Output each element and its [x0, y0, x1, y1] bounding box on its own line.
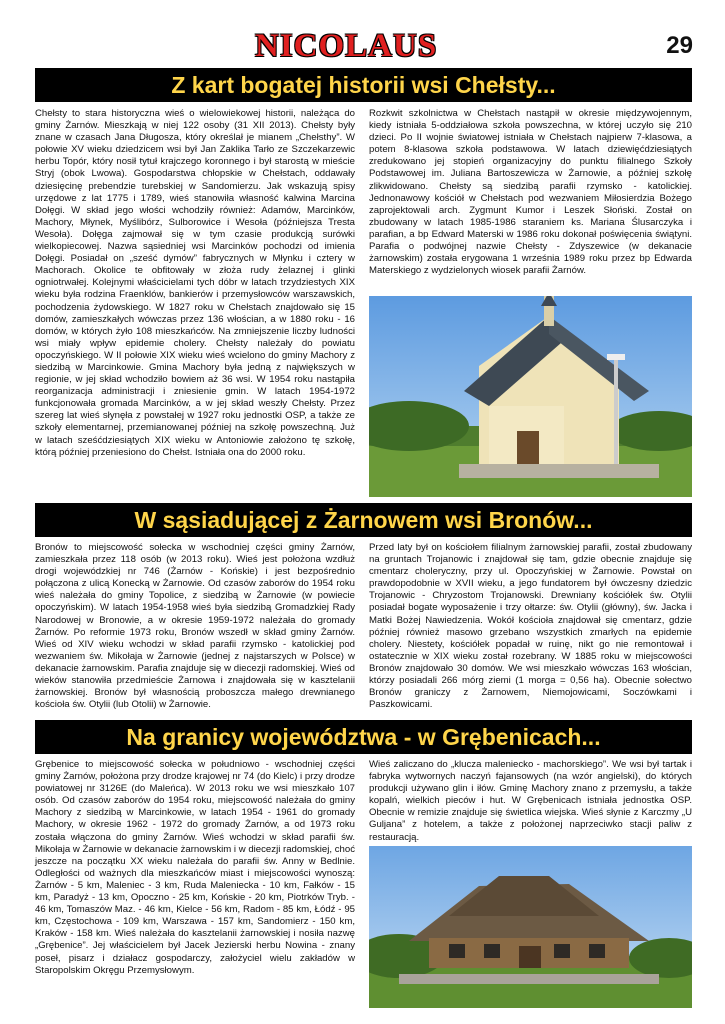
article-text: Grębenice to miejscowość sołecka w południowo - wschodniej części gminy Żarnów, położona przy drodze krajowej nr 74 (do Kielc) i przy drodze powiatowej nr 3126E (do Maleńca). W 2013 roku we wsi mieszkało 107 osób. Od czasów zaborów do 1954 roku, miejscowość należała do gminy Machory z siedzibą w Marcinkowie, w latach 1954 - 1961 do gromady Machory, w okresie 1962 - 1972 do gromady Żarnów, a od 1973 roku została włączona do gminy Żarnów. Wieś wchodzi w skład parafii św. Mikołaja w Żarnowie w dekanacie żarnowskim i w diecezji radomskiej, choć jeszcze na początku XX wieku należała do parafii św. Anny w Bedlnie. Odległości od ważnych dla mieszkańców miast i miejscowości wynoszą: Żarnów - 5 km, Maleniec - 3 km, Ruda Maleniecka - 10 km, Fałków - 15 km, Paradyż - 13 km, Opoczno - 25 km, Końskie - 20 km, Piotrków Tryb. - 46 km, Tomaszów Maz. - 46 km, Kielce - 56 km, Radom - 85 km, Łódź - 95 km, Częstochowa - 109 km, Warszawa - 157 km, Sandomierz - 150 km, Kraków - 158 km. Wieś należała do kasztelanii żarnowskiej i nosiła nazwę „Grębenice”. Jej właścicielem był Jacek Jezierski herbu Nowina - znany poseł, pisarz i działacz gospodarczy, założyciel wielu zakładów w Staropolskim Okręgu Przemysłowym. [35, 759, 355, 976]
article-text: Rozkwit szkolnictwa w Chełstach nastąpił w okresie międzywojennym, kiedy istniała 5-oddziałowa szkoła powszechna, w której uczyło się 210 dzieci. Po II wojnie światowej istniała w Chełstach najpierw 7-klasowa, a potem 8-klasowa szkoła podstawowa. W latach dziewięćdziesiątych zredukowano jej stopień organizacyjny do punktu filialnego Szkoły Podstawowej im. Juliana Bartoszewicza w Żarnowie, a później szkołę zlikwidowano. Chełsty są siedzibą parafii rzymsko - katolickiej. Jednonawowy kościół w Chełstach pod wezwaniem Miłosierdzia Bożego zaprojektowali arch. Zygmunt Kumor i Leszek Słoński. Został on zbudowany w latach 1985-1986 staraniem ks. Mariana Ślusarczyka i parafian, a bp Edward Materski w 1986 roku dokonał poświęcenia świątyni. Parafia o podwójnej nazwie Chełsty - Zdyszewice (w dekanacie żarnowskim) została erygowana 1 września 1989 roku przez bp Edwarda Materskiego z wydzielonych wiosek parafii Żarnów. [369, 108, 692, 277]
inn-photo [369, 846, 692, 1008]
article-bronow-right [369, 542, 692, 714]
article-text: Bronów to miejscowość sołecka w wschodniej części gminy Żarnów, zamieszkała przez 118 osób (w 2013 roku). Wieś jest położona wzdłuż drogi wojewódzkiej nr 746 (Żarnów - Końskie) i jest bezpośrednio połączona z ulicą Konecką w Żarnowie. Od czasów zaborów do 1954 roku wieś należała do gminy Topolice, z siedzibą w Żarnowie (w powiecie opoczyńskim). W latach 1954-1958 wieś była siedzibą Gromadzkiej Rady Narodowej w Bronowie, a w okresie 1959-1972 należała do gromady Żarnów. Po reformie 1973 roku, Bronów wszedł w skład gminy Żarnów. Wieś od XIV wieku wchodzi w skład parafii rzymsko - katolickiej pod wezwaniem św. Mikołaja w Żarnowie (jednej z najstarszych w Polsce) w dekanacie żarnowskim. Parafia znajduje się w diecezji radomskiej. Wieś od wieków stanowiła przedmieście Żarnowa i znajdowała się w kasztelanii żarnowskiej. Bronów był własnością proboszcza małego drewnianego kościoła św. Otylii (lub Otolii) w Żarnowie. [35, 542, 355, 711]
section-title-grebenice: Na granicy województwa - w Grębenicach... [35, 720, 692, 754]
masthead [0, 0, 725, 62]
article-chelsty-right [369, 108, 692, 288]
article-grebenice-right [369, 759, 692, 843]
article-text: Przed laty był on kościołem filialnym żarnowskiej parafii, został zbudowany na gruntach Trojanowic i znajdował się tam, gdzie obecnie znajduje się cmentarz choleryczny, przy ul. Opoczyńskiej w Żarnowie. Powstał on prawdopodobnie w XVII wieku, a jego fundatorem był ówczesny dziedzic Trojanowic - Chryzostom Trojanowski. Drewniany kościółek św. Otylii posiadał bogate wyposażenie i trzy ołtarze: św. Otylii (główny), św. Jacka i Matki Bożej Nawiedzenia. Wokół kościoła znajdował się cmentarz, gdzie później również masowo grzebano wszystkich zmarłych na epidemie cholery. Niestety, kościółek popadał w ruinę, nikt go nie remontował i ostatecznie w XIX wieku został rozebrany. W 1885 roku w miejscowości Bronów znajdowało 30 domów. We wsi mieszkało wówczas 163 włościan, którzy posiadali 266 mórg ziemi (1 morga = 0,56 ha). Obecnie sołectwo Bronów graniczy z Żarnowem, Niemojowicami, Soczówkami i Paszkowicami. [369, 542, 692, 711]
article-bronow-left [35, 542, 355, 714]
article-text: Chełsty to stara historyczna wieś o wielowiekowej historii, należąca do gminy Żarnów. Mieszkają w niej 122 osoby (31 XII 2013). Chełsty były znane w czasach Jana Długosza, który określał je mianem „Chełsthy”. W połowie XV wieku dziedzicem wsi był Jan Zaklika Tarło ze Szczekarzewic herbu Topór, który nosił tytuł krajczego koronnego i był starostą w mieście Stryj (obok Lwowa). Gospodarstwa chłopskie w Chełstach, oddawały dziesięcinę prebendzie turebskiej w Sandomierzu. Jak wskazują spisy urzędowe z lat 1775 i 1789, wieś stanowiła własność kalwina Marcina Dołęgi. W skład jego włości wchodziły również: Adamów, Marcinków, Machory, Młynek, Myślibórz, Sulborowice i Wesoła (późniejsza Tresta Wesoła). Dołęga zajmował się w tym czasie produkcją surówki wielkopiecowej. Nazwa sąsiedniej wsi Marcinków pochodzi od imienia Dołęgi. Posiadał on „sześć dymów” fabrycznych w Młynku i cztery w Machorach. Okolice te obfitowały w złoża rudy żelaznej i glinki ogniotrwałej. Kolejnymi właścicielami tych dóbr w latach trzydziestych XIX wieku była rodzina Fraenklów, bankierów i przemysłowców warszawskich, pochodzenia żydowskiego. W 1827 roku w Chełstach znajdowało się 15 domów, zamieszkałych wówczas przez 136 włościan, a w 1880 roku - 16 domów, w których żyło 108 mieszkańców. Na zmniejszenie liczby ludności wsi miały wpływ epidemie cholery. Chełsty należały do powiatu opoczyńskiego. W II połowie XIX wieku wieś wcielono do gminy Machory z siedzibą w Marcinkowie. Gmina Machory była jedną z największych w regionie, w jej skład wchodziło bowiem aż 36 wsi. W 1954 roku nastąpiła reorganizacja administracji i zniesienie gmin. W latach 1954-1972 funkcjonowała gromada Marcinków, a w jej skład weszły Chełsty. Przez szereg lat wieś słynęła z powstałej w 1927 roku jednostki OSP, a także ze szkoły elementarnej, przemianowanej później na szkołę powszechną. Już w latach sześćdziesiątych XIX wieku w Antoniowie założono tę szkołę, którą później przeniesiono do Chełst. Istniała ona do 2000 roku. [35, 108, 355, 458]
article-text: Wieś zaliczano do „klucza maleniecko - machorskiego”. We wsi był tartak i fabryka wytwornych naczyń fajansowych (na wzór angielski), do których produkcji używano glin i iłów. Gminę Machory znano z przemysłu, a także kopalń, wielkich pieców i hut. W Grębenicach istniała jednostka OSP. Obecnie w remizie znajduje się świetlica wiejska. Wieś słynie z Karczmy „U Guljana” z hotelem, a także z położonej naprzeciwko stacji paliw z restauracją. [369, 759, 692, 843]
page-number: 29 [666, 32, 693, 59]
section-title-chelsty: Z kart bogatej historii wsi Chełsty... [35, 68, 692, 102]
logo: NICOLAUS [255, 28, 438, 64]
article-grebenice-left [35, 759, 355, 1009]
church-photo [369, 296, 692, 497]
section-title-bronow: W sąsiadującej z Żarnowem wsi Bronów... [35, 503, 692, 537]
article-chelsty-left [35, 108, 355, 495]
